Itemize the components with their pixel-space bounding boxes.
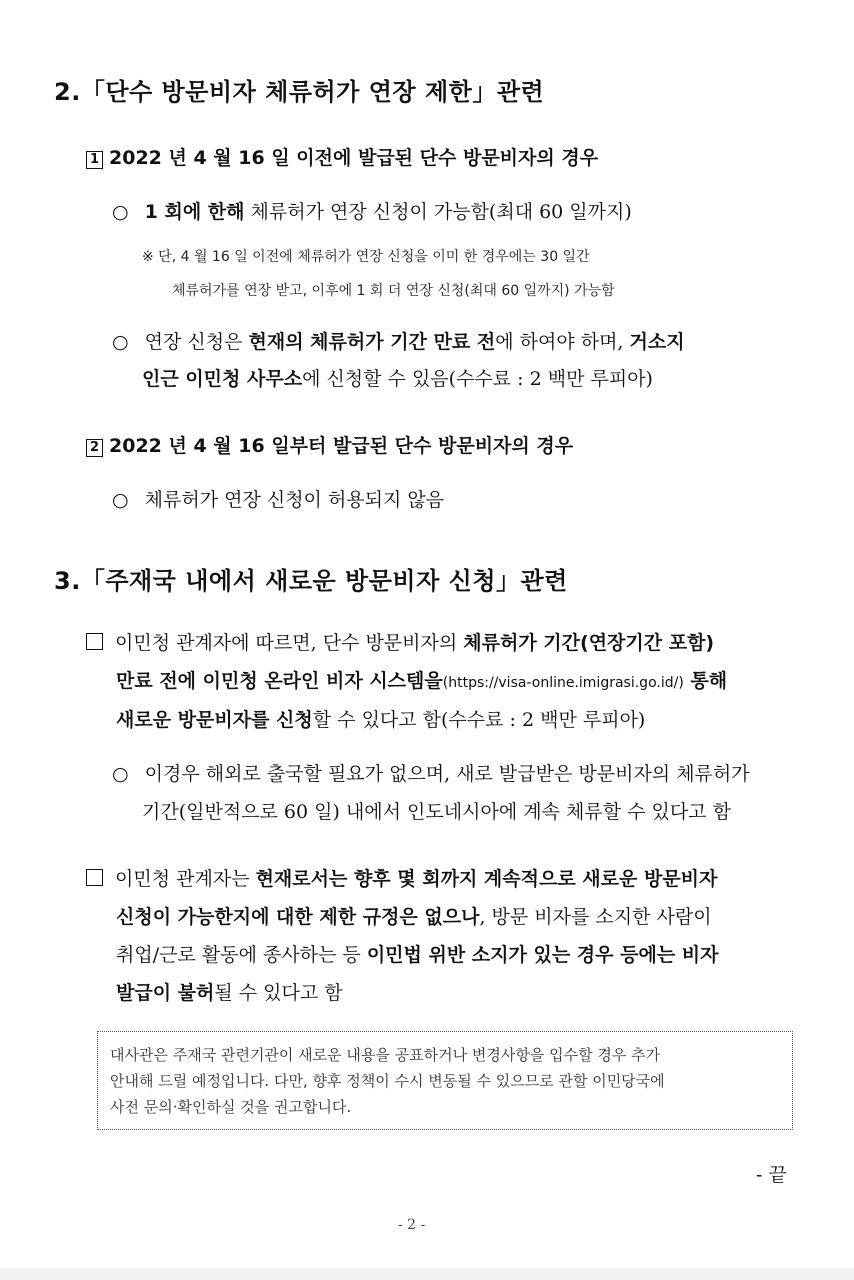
notice-line-1: 대사관은 주재국 관련기관이 새로운 내용을 공표하거나 변경사항을 입수할 경우 추가	[110, 1046, 661, 1064]
bold-text: 체류허가 기간(연장기간 포함)	[463, 632, 715, 654]
bold-text: 인근 이민청 사무소	[142, 368, 303, 390]
checkbox-square-icon	[86, 869, 103, 886]
body-text: 이민청 관계자는	[115, 868, 256, 890]
note-line-1: ※ 단, 4 월 16 일 이전에 체류허가 연장 신청을 이미 한 경우에는 30 일간	[142, 249, 590, 265]
bold-text: 새로운 방문비자를 신청	[116, 709, 313, 731]
page-number: - 2 -	[398, 1217, 426, 1233]
para2-line4	[116, 978, 343, 1005]
para1-line2	[116, 666, 727, 693]
body-text: 이경우 해외로 출국할 필요가 없으며, 새로 발급받은 방문비자의 체류허가	[144, 763, 750, 785]
bullet-no-departure-line2: 기간(일반적으로 60 일) 내에서 인도네시아에 계속 체류할 수 있다고 함	[142, 801, 731, 823]
para2-line3	[116, 940, 719, 967]
bullet-extension-not-allowed	[112, 485, 444, 512]
bold-text: 만료 전에 이민청 온라인 비자 시스템을	[116, 670, 443, 692]
para2-line2	[116, 902, 712, 929]
body-text: 될 수 있다고 함	[214, 982, 343, 1004]
bullet-circle-icon: ○	[112, 489, 129, 511]
bold-text: 현재의 체류허가 기간 만료 전	[248, 331, 496, 353]
body-text: 체류허가 연장 신청이 허용되지 않음	[144, 489, 445, 511]
bold-text: 현재로서는 향후 몇 회까지 계속적으로 새로운 방문비자	[255, 868, 718, 890]
bullet-circle-icon: ○	[112, 201, 129, 223]
body-text: 에 신청할 수 있음(수수료 : 2 백만 루피아)	[302, 368, 653, 390]
embassy-notice-box	[97, 1031, 793, 1130]
bullet-no-departure-line1	[112, 759, 750, 786]
bold-text: 이민법 위반 소지가 있는 경우 등에는 비자	[366, 944, 719, 966]
body-text: 체류허가 연장 신청이 가능함(최대 60 일까지)	[244, 201, 632, 223]
para1-line1	[86, 628, 714, 655]
section-2-title: 2.「단수 방문비자 체류허가 연장 제한」관련	[54, 78, 545, 106]
bullet-extension-application-line1	[112, 327, 685, 354]
subsection-number-box: 2	[86, 439, 103, 457]
bold-text: 1 회에 한해	[144, 201, 245, 223]
bullet-once-extension	[112, 197, 632, 224]
bold-text: 거소지	[629, 331, 685, 353]
note-line-2: 체류허가를 연장 받고, 이후에 1 회 더 연장 신청(최대 60 일까지) 가능함	[172, 283, 615, 299]
end-mark: - 끝	[756, 1164, 787, 1186]
subsection-2-2-heading	[86, 431, 573, 458]
visa-url-text: (https://visa-online.imigrasi.go.id/)	[442, 675, 684, 691]
body-text: 이민청 관계자에 따르면, 단수 방문비자의	[115, 632, 464, 654]
subsection-2-1-heading	[86, 143, 598, 170]
para1-line3	[116, 705, 645, 732]
checkbox-square-icon	[86, 633, 103, 650]
body-text: 연장 신청은	[144, 331, 249, 353]
bullet-extension-application-line2	[142, 364, 653, 391]
subsection-heading-text: 2022 년 4 월 16 일부터 발급된 단수 방문비자의 경우	[109, 435, 574, 457]
bold-text: 신청이 가능한지에 대한 제한 규정은 없으나	[116, 906, 480, 928]
body-text: 취업/근로 활동에 종사하는 등	[116, 944, 367, 966]
body-text: 할 수 있다고 함(수수료 : 2 백만 루피아)	[312, 709, 646, 731]
bullet-circle-icon: ○	[112, 331, 129, 353]
body-text: 에 하여야 하며,	[495, 331, 630, 353]
notice-line-2: 안내해 드릴 예정입니다. 다만, 향후 정책이 수시 변동될 수 있으므로 관할 이민당국에	[110, 1072, 665, 1090]
bold-text: 통해	[683, 670, 728, 692]
subsection-heading-text: 2022 년 4 월 16 일 이전에 발급된 단수 방문비자의 경우	[109, 147, 599, 169]
para2-line1	[86, 864, 717, 891]
page-bottom-strip	[0, 1268, 854, 1280]
notice-line-3: 사전 문의·확인하실 것을 권고합니다.	[110, 1098, 352, 1116]
section-3-title: 3.「주재국 내에서 새로운 방문비자 신청」관련	[54, 567, 568, 595]
subsection-number-box: 1	[86, 151, 103, 169]
bullet-circle-icon: ○	[112, 763, 129, 785]
body-text: , 방문 비자를 소지한 사람이	[479, 906, 712, 928]
bold-text: 발급이 불허	[116, 982, 215, 1004]
